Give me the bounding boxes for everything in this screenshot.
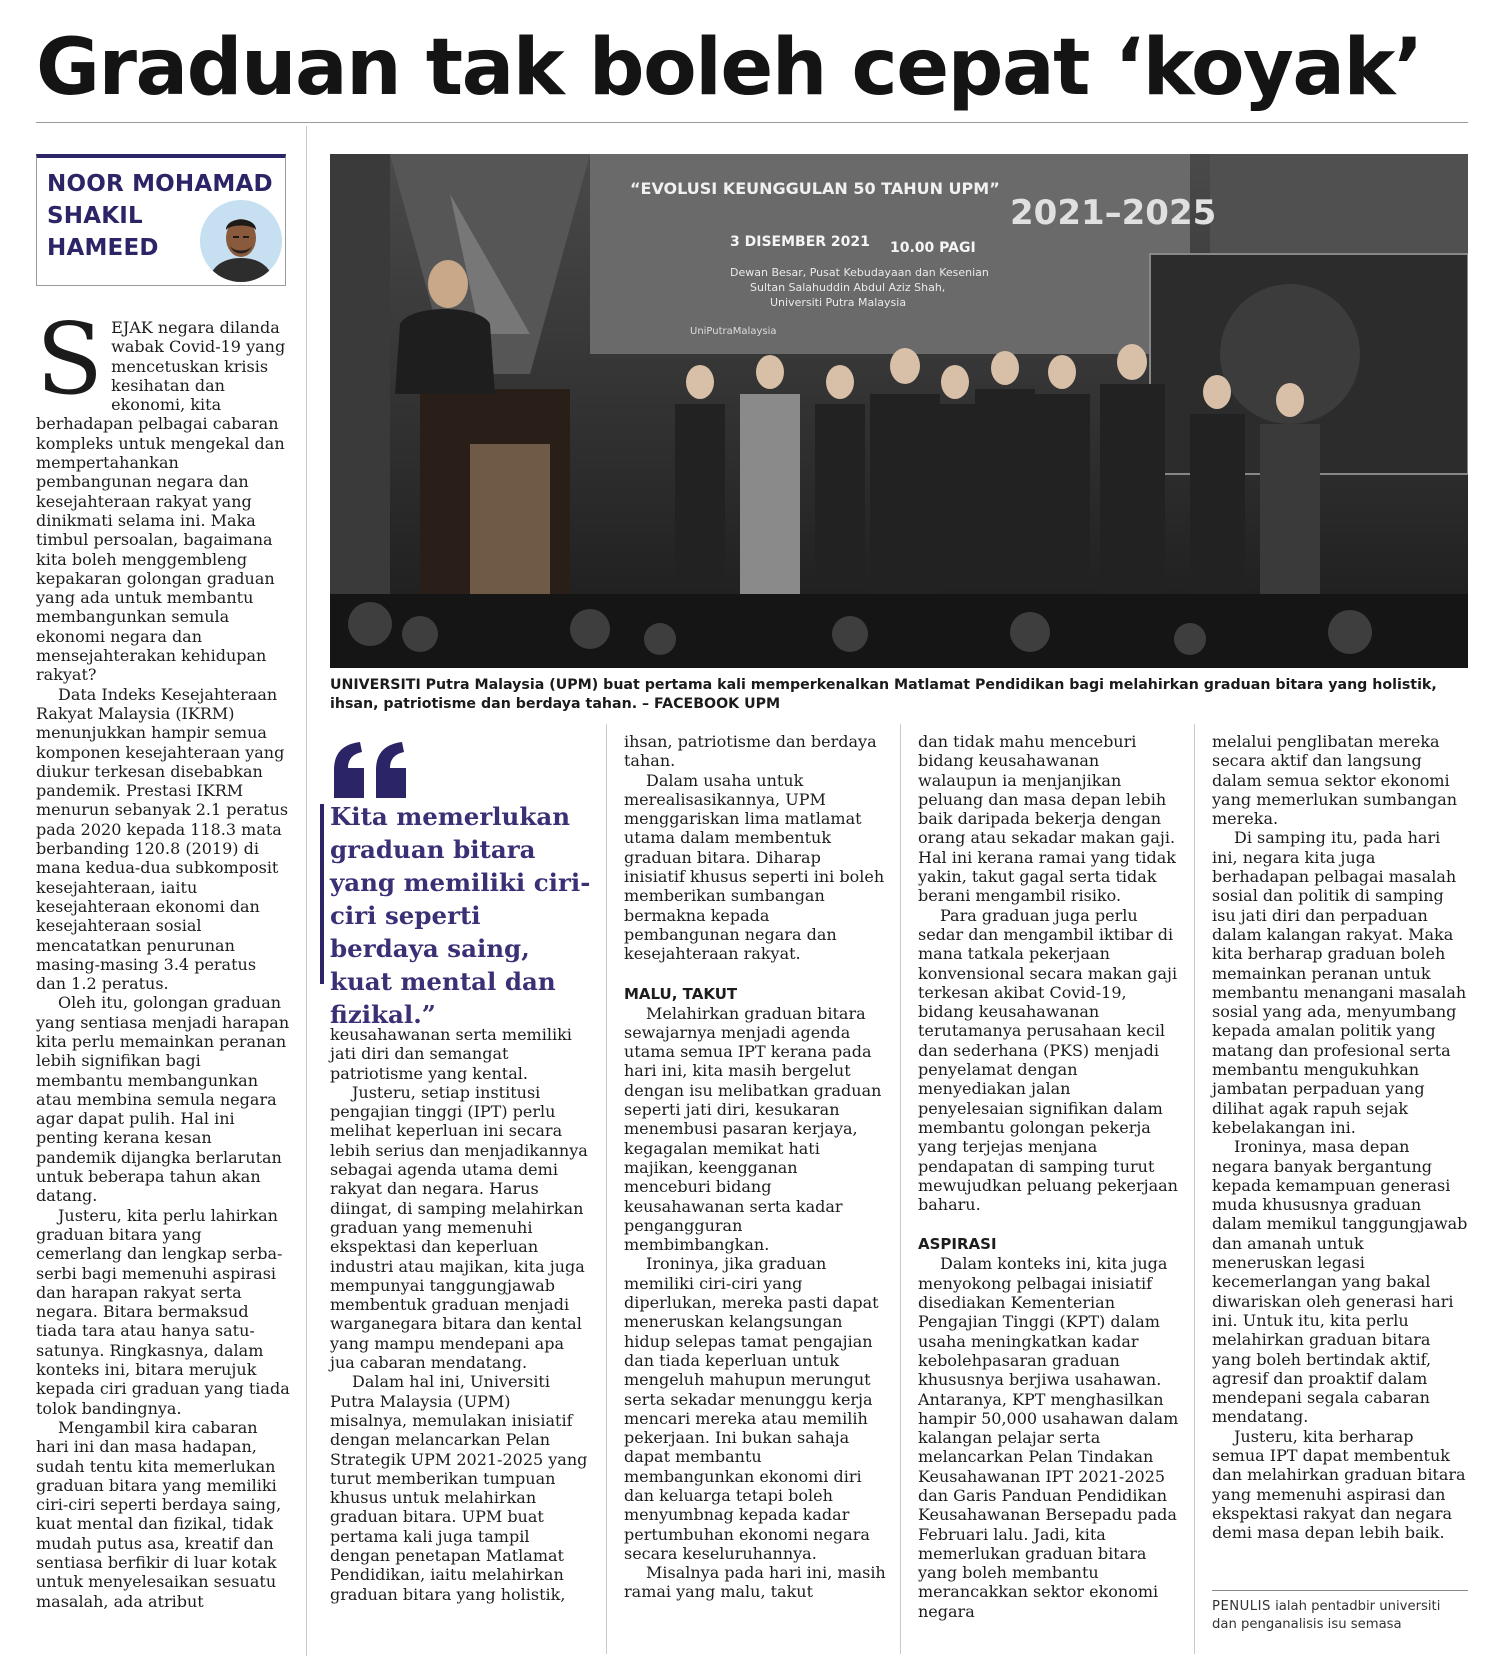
banner-date: 3 DISEMBER 2021 <box>730 234 870 250</box>
event-photo <box>330 154 1468 668</box>
writer-label: PENULIS <box>1212 1599 1271 1614</box>
article-paragraph: Dalam konteks ini, kita juga menyokong pelbagai inisiatif disediakan Kementerian Pengajian Tinggi (KPT) dalam usaha meningkatkan kadar kebolehpasaran graduan khususnya berjiwa usahawan. Antaranya, KPT menghasilkan hampir 50,000 usahawan dalam kalangan pelajar serta melancarkan Pelan Tindakan Keusahawanan IPT 2021-2025 dan Garis Panduan Pendidikan Keusahawanan Bersepadu pada Februari lalu. Jadi, kita memerlukan graduan bitara yang boleh membantu merancakkan sektor ekonomi negara <box>918 1254 1179 1621</box>
article-paragraph: dan tidak mahu menceburi bidang keusahawanan walaupun ia menjanjikan peluang dan masa depan lebih baik daripada bekerja dengan orang atau sekadar makan gaji. Hal ini kerana ramai yang tidak yakin, takut gagal serta tidak berani mengambil risiko. <box>918 732 1176 906</box>
column-divider <box>306 126 307 1656</box>
article-paragraph: Dalam hal ini, Universiti Putra Malaysia (UPM) misalnya, memulakan inisiatif dengan melancarkan Pelan Strategik UPM 2021-2025 yang turut memberikan tumpuan khusus untuk melahirkan graduan bitara. UPM buat pertama kali juga tampil dengan penetapan Matlamat Pendidikan, iaitu melahirkan graduan bitara yang holistik, <box>330 1372 588 1604</box>
byline-box <box>36 154 286 286</box>
writer-note-rule <box>1212 1590 1468 1591</box>
article-paragraph: Oleh itu, golongan graduan yang sentiasa menjadi harapan kita perlu memainkan peranan lebih signifikan bagi membantu membangunkan atau membina semula negara agar dapat pulih. Hal ini penting kerana kesan pandemik dijangka berlarutan untuk beberapa tahun akan datang. <box>36 993 290 1206</box>
banner-venue: Universiti Putra Malaysia <box>770 296 907 309</box>
article-paragraph: keusahawanan serta memiliki jati diri dan semangat patriotisme yang kental. <box>330 1025 572 1083</box>
article-column-3 <box>624 732 886 1602</box>
banner-title: “EVOLUSI KEUNGGULAN 50 TAHUN UPM” <box>630 179 1000 198</box>
article-paragraph: Di samping itu, pada hari ini, negara kita juga berhadapan pelbagai masalah sosial dan politik di samping isu jati diri dan perpaduan dalam kalangan rakyat. Maka kita berharap graduan boleh memainkan peranan untuk membantu menangani masalah sosial yang ada, menyumbang kepada amalan politik yang matang dan profesional serta membantu mengukuhkan jambatan perpaduan yang dilihat agak rapuh sejak kebelakangan ini. <box>1212 828 1467 1137</box>
section-subhead: MALU, TAKUT <box>624 984 738 1003</box>
article-paragraph: Para graduan juga perlu sedar dan mengambil iktibar di mana tatkala pekerjaan konvensional secara makan gaji terkesan akibat Covid-19, bidang keusahawanan terutamanya perusahaan kecil dan sederhana (PKS) menjadi penyelamat dengan menyediakan jalan penyelesaian signifikan dalam membantu golongan pekerja yang terjejas menjana pendapatan di samping turut mewujudkan peluang pekerjaan baharu. <box>918 905 1178 1215</box>
headline: Graduan tak boleh cepat ‘koyak’ <box>36 23 1423 113</box>
author-name-line: SHAKIL <box>47 203 143 229</box>
article-paragraph: Justeru, kita berharap semua IPT dapat membentuk dan melahirkan graduan bitara yang memenuhi aspirasi dan ekspektasi rakyat dan negara demi masa depan lebih baik. <box>1212 1426 1466 1543</box>
quote-mark-icon <box>330 740 420 800</box>
column-divider <box>606 724 607 1654</box>
article-paragraph: Melahirkan graduan bitara sewajarnya menjadi agenda utama semua IPT kerana pada hari ini, kita masih bergelut dengan isu melibatkan graduan seperti jati diri, kesukaran menembusi pasaran kerjaya, kegagalan memikat hati majikan, keengganan menceburi bidang keusahawanan serta kadar pengangguran membimbangkan. <box>624 1003 882 1255</box>
article-paragraph <box>36 303 291 685</box>
drop-cap: S <box>36 303 104 417</box>
column-divider <box>900 724 901 1654</box>
banner-social: UniPutraMalaysia <box>690 326 777 337</box>
banner-venue: Sultan Salahuddin Abdul Aziz Shah, <box>750 281 946 294</box>
article-paragraph: Misalnya pada hari ini, masih ramai yang malu, takut <box>624 1563 886 1602</box>
event-photo-illustration <box>330 154 1468 668</box>
section-subhead: ASPIRASI <box>918 1235 997 1254</box>
column-divider <box>1194 724 1195 1654</box>
writer-description: ialah pentadbir universiti dan penganalisis isu semasa <box>1212 1599 1441 1632</box>
article-paragraph: ihsan, patriotisme dan berdaya tahan. <box>624 732 877 771</box>
author-name-line: NOOR MOHAMAD <box>47 171 273 197</box>
paragraph-text: EJAK negara dilanda wabak Covid-19 yang mencetuskan krisis kesihatan dan ekonomi, kita berhadapan pelbagai cabaran kompleks untuk mengekal dan mempertahankan pembangunan negara dan kesejahteraan rakyat yang dinikmati selama ini. Maka timbul persoalan, bagaimana kita boleh menggembleng kepakaran golongan graduan yang ada untuk membantu membangunkan semula ekonomi negara dan mensejahterakan kehidupan rakyat? <box>36 318 286 685</box>
writer-note <box>1212 1598 1468 1634</box>
banner-time: 10.00 PAGI <box>890 240 976 256</box>
article-paragraph: Mengambil kira cabaran hari ini dan masa hadapan, sudah tentu kita memerlukan graduan bitara yang memiliki ciri-ciri seperti berdaya saing, kuat mental dan fizikal, tidak mudah putus asa, kreatif dan sentiasa berfikir di luar kotak untuk menyelesaikan sesuatu masalah, ada atribut <box>36 1417 282 1611</box>
article-column-1 <box>36 303 291 1611</box>
article-column-5 <box>1212 732 1468 1542</box>
pull-quote: Kita memerlukan graduan bitara yang memiliki ciri-ciri seperti berdaya saing, kuat mental dan fizikal.” <box>330 802 591 1029</box>
article-paragraph: melalui penglibatan mereka secara aktif dan langsung dalam semua sektor ekonomi yang memerlukan sumbangan mereka. <box>1212 732 1458 829</box>
article-paragraph: Justeru, setiap institusi pengajian tinggi (IPT) perlu melihat keperluan ini secara lebih serius dan menjadikannya sebagai agenda utama demi rakyat dan negara. Harus diingat, di samping melahirkan graduan yang memenuhi ekspektasi dan keperluan industri atau majikan, kita juga mempunyai tanggungjawab membentuk graduan menjadi warganegara bitara dan kental yang mampu mendepani apa jua cabaran mendatang. <box>330 1082 588 1373</box>
headline-rule <box>36 122 1468 123</box>
article-paragraph: Ironinya, masa depan negara banyak bergantung kepada kemampuan generasi muda khususnya graduan dalam memikul tanggungjawab dan amanah untuk meneruskan legasi kecemerlangan yang bakal diwariskan oleh generasi hari ini. Untuk itu, kita perlu melahirkan graduan bitara yang boleh bertindak aktif, agresif dan proaktif dalam mendepani segala cabaran mendatang. <box>1212 1137 1468 1427</box>
article-paragraph: Ironinya, jika graduan memiliki ciri-ciri yang diperlukan, mereka pasti dapat meneruskan kelangsungan hidup selepas tamat pengajian dan tiada keperluan untuk mengeluh mahupun merungut serta sekadar menunggu kerja mencari mereka atau memilih pekerjaan. Ini bukan sahaja dapat membantu membangunkan ekonomi diri dan keluarga tetapi boleh menyumbnag kepada kadar pertumbuhan ekonomi negara secara keseluruhannya. <box>624 1254 879 1563</box>
article-paragraph: Dalam usaha untuk merealisasikannya, UPM menggariskan lima matlamat utama dalam membentuk graduan bitara. Diharap inisiatif khusus seperti ini boleh memberikan sumbangan bermakna kepada pembangunan negara dan kesejahteraan rakyat. <box>624 770 885 964</box>
article-column-4 <box>918 732 1180 1621</box>
article-paragraph: Justeru, kita perlu lahirkan graduan bitara yang cemerlang dan lengkap serba-serbi bagi memenuhi aspirasi dan harapan rakyat serta negara. Bitara bermaksud tiada tara atau hanya satu-satunya. Ringkasnya, dalam konteks ini, bitara merujuk kepada ciri graduan yang tiada tolok bandingnya. <box>36 1205 290 1418</box>
banner-years: 2021–2025 <box>1010 193 1217 233</box>
author-avatar <box>200 200 282 282</box>
banner-venue: Dewan Besar, Pusat Kebudayaan dan Kesenian <box>730 266 989 279</box>
pull-quote-bar <box>320 804 324 984</box>
article-paragraph: Data Indeks Kesejahteraan Rakyat Malaysia (IKRM) menunjukkan hampir semua komponen kesejahteraan yang diukur terkesan disebabkan pandemik. Prestasi IKRM menurun sebanyak 2.1 peratus pada 2020 kepada 118.3 mata berbanding 120.8 (2019) di mana kedua-dua subkomposit kesejahteraan, iaitu kesejahteraan ekonomi dan kesejahteraan sosial mencatatkan penurunan masing-masing 3.4 peratus dan 1.2 peratus. <box>36 684 289 994</box>
photo-caption: UNIVERSITI Putra Malaysia (UPM) buat pertama kali memperkenalkan Matlamat Pendidikan bagi melahirkan graduan bitara yang holistik, ihsan, patriotisme dan berdaya tahan. – FACEBOOK UPM <box>330 677 1437 712</box>
article-column-2 <box>330 1025 592 1604</box>
author-name-line: HAMEED <box>47 235 159 261</box>
